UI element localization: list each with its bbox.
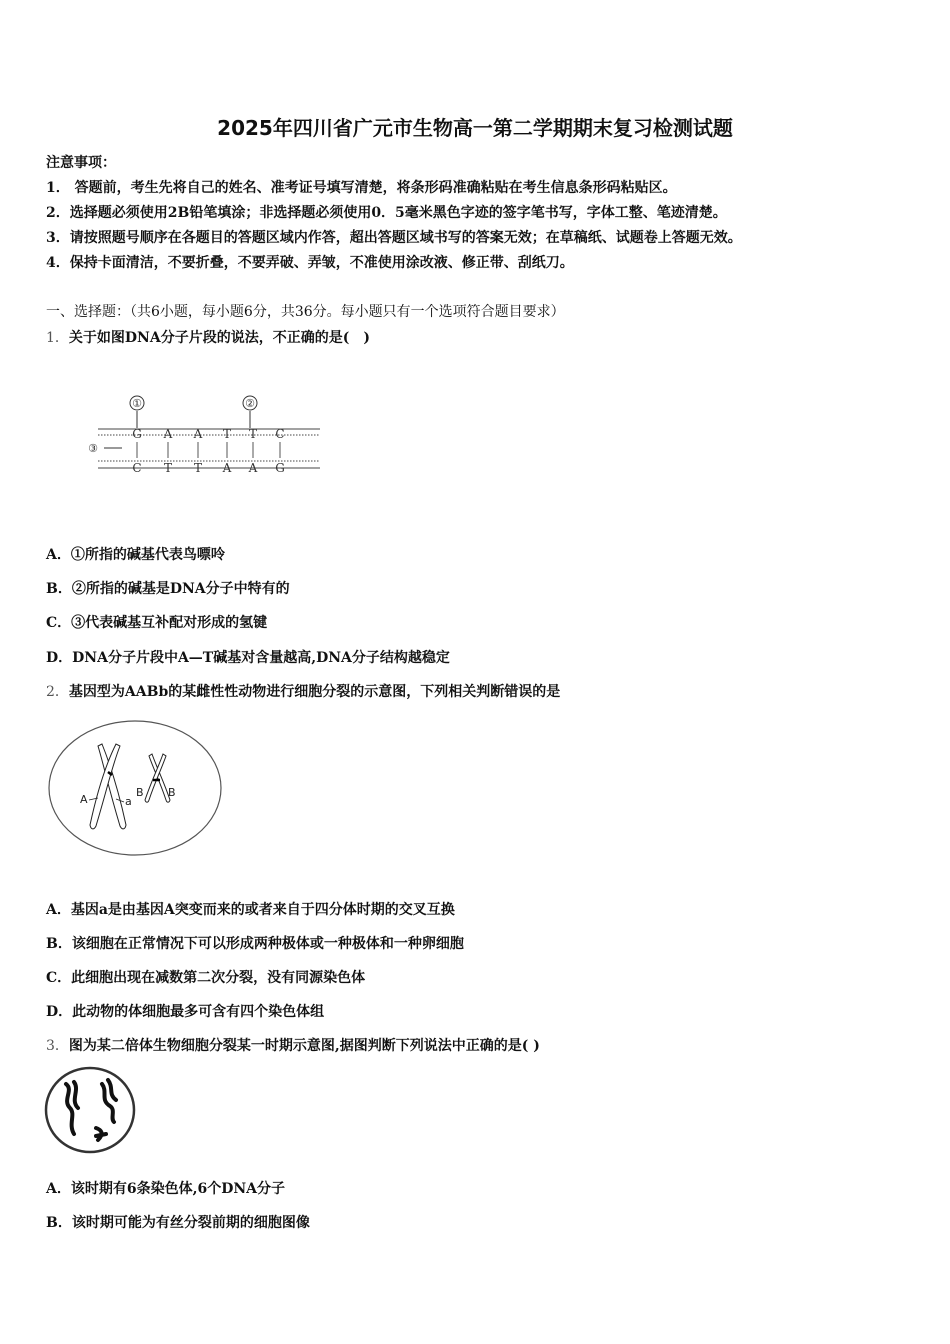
marker-2: ② xyxy=(245,397,255,410)
question-2-stem xyxy=(46,681,560,701)
q2-option-a: A．基因a是由基因A突变而来的或者来自于四分体时期的交叉互换 xyxy=(46,902,455,918)
top-base: A xyxy=(193,427,203,441)
bottom-base: T xyxy=(193,461,203,475)
q1-option-d: D．DNA分子片段中A—T碱基对含量越高,DNA分子结构越稳定 xyxy=(46,650,450,666)
q2-option-b: B．该细胞在正常情况下可以形成两种极体或一种极体和一种卵细胞 xyxy=(46,936,464,952)
q3-option-a: A．该时期有6条染色体,6个DNA分子 xyxy=(46,1181,286,1197)
top-base: G xyxy=(132,427,142,441)
question-1-stem xyxy=(46,327,370,347)
notice-item: 4．保持卡面清洁，不要折叠，不要弄破、弄皱，不准使用涂改液、修正带、刮纸刀。 xyxy=(46,255,574,271)
q1-option-b: B．②所指的碱基是DNA分子中特有的 xyxy=(46,581,290,597)
top-base: A xyxy=(163,427,173,441)
bottom-base: G xyxy=(275,461,285,475)
marker-3: ③ xyxy=(88,442,98,455)
bottom-base: A xyxy=(248,461,258,475)
question-number: 3． xyxy=(46,1038,69,1054)
notice-heading: 注意事项： xyxy=(46,155,116,171)
gene-label-B-right: B xyxy=(168,786,176,799)
question-text: 图为某二倍体生物细胞分裂某一时期示意图,据图判断下列说法中正确的是( ) xyxy=(68,1038,540,1054)
notice-item: 3．请按照题号顺序在各题目的答题区域内作答，超出答题区域书写的答案无效；在草稿纸、试题卷上答题无效。 xyxy=(46,230,742,246)
q2-option-c: C．此细胞出现在减数第二次分裂，没有同源染色体 xyxy=(46,970,366,986)
bottom-base: C xyxy=(132,461,142,475)
chromosome-right xyxy=(145,754,170,802)
q1-option-a: A．①所指的碱基代表鸟嘌呤 xyxy=(46,547,225,563)
cell-membrane xyxy=(46,1068,134,1152)
gene-label-B-left: B xyxy=(136,786,144,799)
question-text: 基因型为AABb的某雌性性动物进行细胞分裂的示意图，下列相关判断错误的是 xyxy=(68,684,561,700)
top-base: T xyxy=(222,427,232,441)
gene-label-a: a xyxy=(125,795,132,808)
gene-label-A: A xyxy=(80,793,88,806)
top-base: C xyxy=(275,427,285,441)
top-base: T xyxy=(248,427,258,441)
marker-1: ① xyxy=(132,397,142,410)
bottom-base: A xyxy=(222,461,232,475)
notice-item: 1． 答题前，考生先将自己的姓名、准考证号填写清楚，将条形码准确粘贴在考生信息条形码粘贴区。 xyxy=(46,180,677,196)
cell-figure-q3 xyxy=(44,1066,138,1156)
chromosome-left xyxy=(90,744,126,829)
hydrogen-bonds xyxy=(137,442,280,458)
question-3-stem xyxy=(46,1035,540,1055)
cell-division-figure xyxy=(46,718,226,858)
page-title: 2025年四川省广元市生物高一第二学期期末复习检测试题 xyxy=(217,116,733,140)
q1-option-c: C．③代表碱基互补配对形成的氢键 xyxy=(46,615,268,631)
question-number: 1． xyxy=(46,330,69,346)
question-text: 关于如图DNA分子片段的说法，不正确的是( ) xyxy=(68,330,370,346)
section-heading: 一、选择题：（共6小题，每小题6分，共36分。每小题只有一个选项符合题目要求） xyxy=(46,304,565,320)
bottom-base: T xyxy=(163,461,173,475)
question-number: 2． xyxy=(46,684,69,700)
cell-membrane xyxy=(49,721,221,855)
dna-figure xyxy=(80,390,330,485)
notice-item: 2．选择题必须使用2B铅笔填涂；非选择题必须使用0．5毫米黑色字迹的签字笔书写，字体工整、笔迹清楚。 xyxy=(46,205,727,221)
q2-option-d: D．此动物的体细胞最多可含有四个染色体组 xyxy=(46,1004,325,1020)
chromosomes xyxy=(66,1080,116,1140)
q3-option-b: B．该时期可能为有丝分裂前期的细胞图像 xyxy=(46,1215,310,1231)
